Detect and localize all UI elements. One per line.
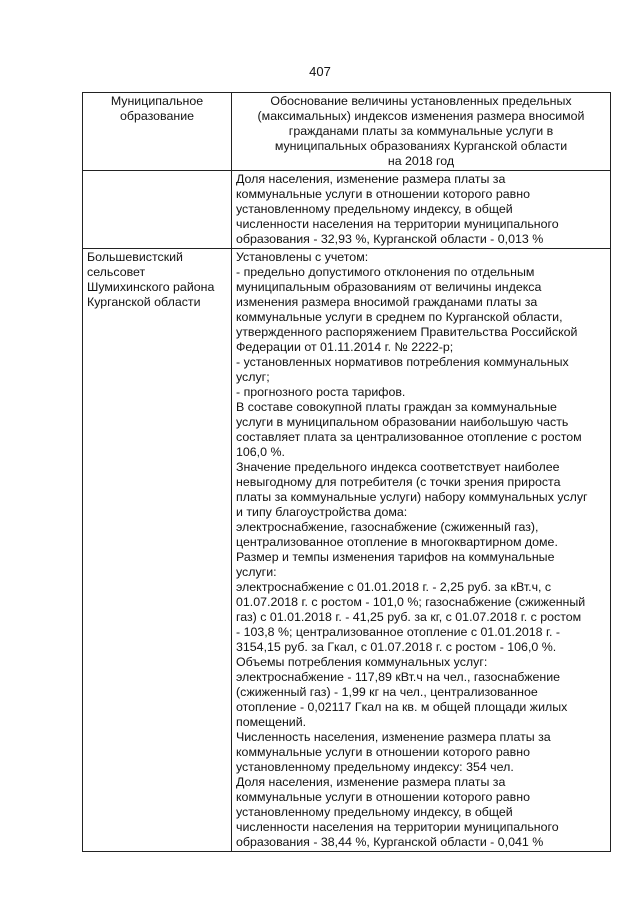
text-line: - прогнозного роста тарифов. xyxy=(236,385,406,399)
text-line: установленному предельному индексу, в общей xyxy=(236,202,513,216)
text-line: Доля населения, изменение размера платы за xyxy=(236,775,506,789)
text-line: - 103,8 %; централизованное отопление с 01.01.2018 г. - xyxy=(236,625,560,639)
text-line: невыгодному для потребителя (с точки зрения прироста xyxy=(236,475,561,489)
text-line: 3154,15 руб. за Гкал, с 01.07.2018 г. с ростом - 106,0 %. xyxy=(236,640,557,654)
text-line: централизованное отопление в многоквартирном доме. xyxy=(236,535,558,549)
text-line: Обоснование величины установленных предельных xyxy=(270,94,572,108)
text-line: коммунальные услуги в отношении которого равно xyxy=(236,187,530,201)
text-line: - предельно допустимого отклонения по отдельным xyxy=(236,265,535,279)
text-line: установленному предельному индексу: 354 чел. xyxy=(236,760,514,774)
text-line: В составе совокупной платы граждан за коммунальные xyxy=(236,400,557,414)
text-line: образования - 38,44 %, Курганской области - 0,041 % xyxy=(236,835,544,849)
text-line: численности населения на территории муниципального xyxy=(236,820,559,834)
text-line: электроснабжение, газоснабжение (сжиженный газ), xyxy=(236,520,539,534)
table-header-row xyxy=(83,93,611,171)
text-line: 01.07.2018 г. с ростом - 101,0 %; газоснабжение (сжиженный xyxy=(236,595,586,609)
text-line: услуги в муниципальном образовании наибольшую часть xyxy=(236,415,569,429)
row2-justification xyxy=(232,249,611,852)
text-line: муниципальных образованиях Курганской области xyxy=(274,139,568,153)
text-line: утвержденного распоряжением Правительства Российской xyxy=(236,325,578,339)
text-line: Объемы потребления коммунальных услуг: xyxy=(236,655,488,669)
row1-justification xyxy=(232,171,611,249)
text-line: сельсовет xyxy=(87,265,146,279)
text-line: составляет плата за централизованное отопление с ростом xyxy=(236,430,582,444)
text-line: на 2018 год xyxy=(387,154,455,168)
table-row xyxy=(83,171,611,249)
table-row xyxy=(83,249,611,852)
text-line: Курганской области xyxy=(87,295,201,309)
text-line: изменения размера вносимой гражданами платы за xyxy=(236,295,538,309)
header-municipality xyxy=(83,93,232,171)
text-line: Доля населения, изменение размера платы за xyxy=(236,172,506,186)
text-line: численности населения на территории муниципального xyxy=(236,217,559,231)
text-line: установленному предельному индексу, в общей xyxy=(236,805,513,819)
text-line: образования - 32,93 %, Курганской области - 0,013 % xyxy=(236,232,544,246)
text-line: услуги: xyxy=(236,565,277,579)
text-line: Федерации от 01.11.2014 г. № 2222-р; xyxy=(236,340,454,354)
text-line: - установленных нормативов потребления коммунальных xyxy=(236,355,569,369)
text-line: электроснабжение - 117,89 кВт.ч на чел., газоснабжение xyxy=(236,670,561,684)
header-justification xyxy=(232,93,611,171)
text-line: электроснабжение с 01.01.2018 г. - 2,25 руб. за кВт.ч, с xyxy=(236,580,552,594)
text-line: образование xyxy=(119,109,195,123)
text-line: (максимальных) индексов изменения размера вносимой xyxy=(257,109,585,123)
text-line: (сжиженный газ) - 1,99 кг на чел., централизованное xyxy=(236,685,538,699)
text-line: коммунальные услуги в отношении которого равно xyxy=(236,745,530,759)
text-line: услуг; xyxy=(236,370,270,384)
text-line: коммунальные услуги в отношении которого равно xyxy=(236,790,530,804)
page-number: 407 xyxy=(309,64,331,79)
text-line: и типу благоустройства дома: xyxy=(236,505,408,519)
text-line: Установлены с учетом: xyxy=(236,250,369,264)
text-line: помещений. xyxy=(236,715,307,729)
row2-municipality xyxy=(83,249,232,852)
text-line: отопление - 0,02117 Гкал на кв. м общей площади жилых xyxy=(236,700,568,714)
text-line: гражданами платы за коммунальные услуги в xyxy=(288,124,554,138)
text-line: Муниципальное xyxy=(110,94,204,108)
text-line: Большевистский xyxy=(87,250,183,264)
text-line: Шумихинского района xyxy=(87,280,215,294)
row1-municipality xyxy=(83,171,232,249)
text-line: платы за коммунальные услуги) набору коммунальных услуг xyxy=(236,490,588,504)
text-line: Значение предельного индекса соответствует наиболее xyxy=(236,460,560,474)
text-line: Размер и темпы изменения тарифов на коммунальные xyxy=(236,550,555,564)
text-line: Численность населения, изменение размера платы за xyxy=(236,730,551,744)
text-line: газ) с 01.01.2018 г. - 41,25 руб. за кг, с 01.07.2018 г. с ростом xyxy=(236,610,582,624)
justification-table xyxy=(82,92,611,852)
text-line: муниципальным образованиям от величины индекса xyxy=(236,280,542,294)
text-line: 106,0 %. xyxy=(236,445,285,459)
text-line: коммунальные услуги в среднем по Курганской области, xyxy=(236,310,563,324)
